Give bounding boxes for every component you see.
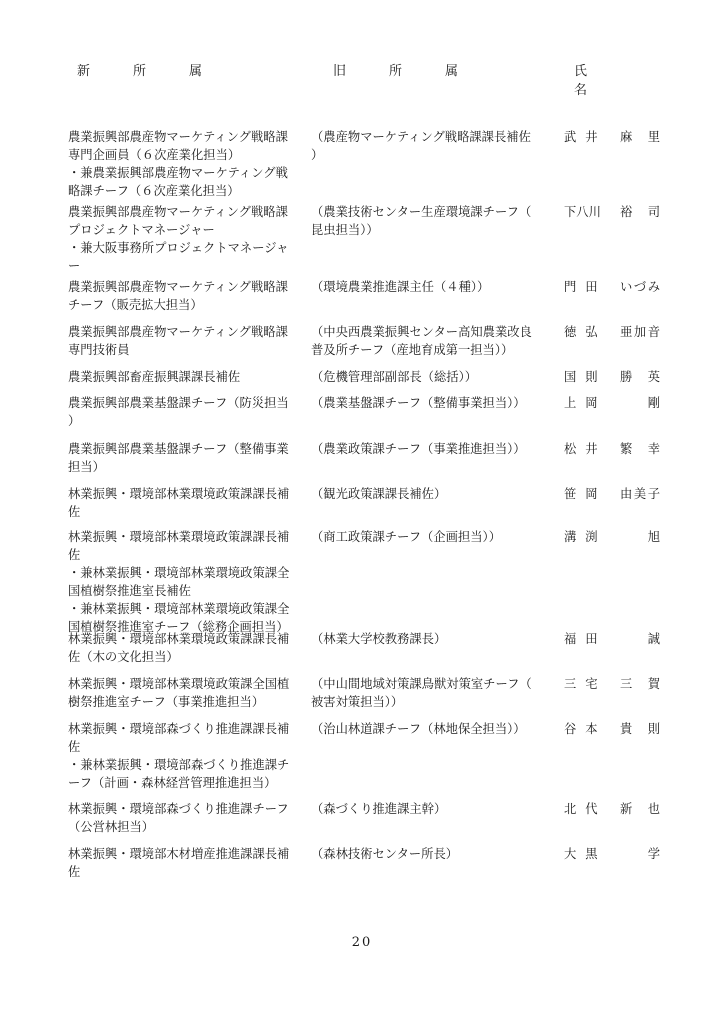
surname: 北代 — [564, 802, 607, 816]
given-name: 三賀 — [620, 677, 660, 691]
surname: 福田 — [564, 632, 607, 646]
new-affiliation: 農業振興部農産物マーケティング戦略課 専門技術員 — [68, 325, 288, 357]
table-row — [0, 845, 724, 885]
surname: 国則 — [564, 370, 607, 384]
new-affiliation: 農業振興部畜産振興課課長補佐 — [68, 370, 241, 384]
given-name: 由美子 — [620, 487, 660, 501]
surname: 谷本 — [564, 722, 607, 736]
given-name: 学 — [647, 847, 660, 861]
table-row — [0, 440, 724, 485]
surname: 溝渕 — [564, 530, 607, 544]
given-name: 繁幸 — [620, 442, 660, 456]
old-affiliation: （林業大学校教務課長） — [311, 632, 447, 646]
table-row — [0, 675, 724, 720]
given-name: 誠 — [647, 632, 660, 646]
surname: 三宅 — [564, 677, 607, 691]
surname: 徳弘 — [564, 325, 607, 339]
new-affiliation: 林業振興・環境部林業環境政策課課長補 佐（木の文化担当） — [68, 632, 290, 664]
header-new-affiliation: 新 所 属 — [77, 64, 218, 79]
surname: 笹岡 — [564, 487, 607, 501]
old-affiliation: （環境農業推進課主任（４種）） — [311, 280, 490, 294]
table-row — [0, 368, 724, 394]
table-row — [0, 394, 724, 440]
old-affiliation: （森づくり推進課主幹） — [311, 802, 447, 816]
new-affiliation: 林業振興・環境部森づくり推進課チーフ （公営林担当） — [68, 802, 289, 834]
old-affiliation: （商工政策課チーフ（企画担当）） — [311, 530, 501, 544]
old-affiliation: （森林技術センター所長） — [311, 847, 459, 861]
old-affiliation: （治山林道課チーフ（林地保全担当）） — [311, 722, 526, 736]
given-name: 貴則 — [620, 722, 660, 736]
old-affiliation: （農業技術センター生産環境課チーフ（ 昆虫担当）） — [311, 205, 532, 237]
personnel-table — [0, 128, 724, 885]
given-name: 亜加音 — [620, 325, 660, 339]
table-row — [0, 485, 724, 524]
table-row — [0, 203, 724, 278]
new-affiliation: 農業振興部農業基盤課チーフ（防災担当 ） — [68, 396, 289, 428]
table-row — [0, 528, 724, 634]
given-name: 新也 — [620, 802, 660, 816]
new-affiliation: 農業振興部農産物マーケティング戦略課 専門企画員（６次産業化担当） ・兼農業振興部農産物マーケティング戦 略課チーフ（６次産業化担当） — [68, 130, 288, 198]
surname: 大黒 — [564, 847, 607, 861]
old-affiliation: （中山間地域対策課鳥獣対策室チーフ（ 被害対策担当）） — [311, 677, 532, 709]
new-affiliation: 農業振興部農産物マーケティング戦略課 チーフ（販売拡大担当） — [68, 280, 288, 312]
header-name: 氏 名 — [574, 64, 689, 98]
surname: 門田 — [564, 280, 607, 294]
new-affiliation: 林業振興・環境部林業環境政策課全国植 樹祭推進室チーフ（事業推進担当） — [68, 677, 290, 709]
given-name: いづみ — [620, 280, 660, 294]
new-affiliation: 林業振興・環境部林業環境政策課課長補 佐 — [68, 487, 290, 519]
header-old-affiliation: 旧 所 属 — [333, 64, 474, 79]
surname: 上岡 — [564, 396, 607, 410]
old-affiliation: （農業基盤課チーフ（整備事業担当）） — [311, 396, 526, 410]
new-affiliation: 農業振興部農業基盤課チーフ（整備事業 担当） — [68, 442, 289, 474]
table-row — [0, 323, 724, 368]
old-affiliation: （中央西農業振興センター高知農業改良 普及所チーフ（産地育成第一担当）） — [311, 325, 532, 357]
table-row — [0, 630, 724, 675]
old-affiliation: （観光政策課課長補佐） — [311, 487, 447, 501]
new-affiliation: 農業振興部農産物マーケティング戦略課 プロジェクトマネージャー ・兼大阪事務所プロジェクトマネージャ ー — [68, 205, 289, 273]
table-row — [0, 278, 724, 323]
surname: 武井 — [564, 130, 607, 144]
new-affiliation: 林業振興・環境部森づくり推進課課長補 佐 ・兼林業振興・環境部森づくり推進課チ ーフ（計画・森林経営管理推進担当） — [68, 722, 290, 790]
table-row — [0, 128, 724, 198]
given-name: 麻里 — [620, 130, 660, 144]
surname: 松井 — [564, 442, 607, 456]
new-affiliation: 林業振興・環境部林業環境政策課課長補 佐 ・兼林業振興・環境部林業環境政策課全 国植樹祭推進室長補佐 ・兼林業振興・環境部林業環境政策課全 国植樹祭推進室チーフ（総務企画担当） — [68, 530, 290, 634]
old-affiliation: （農業政策課チーフ（事業推進担当）） — [311, 442, 526, 456]
given-name: 勝英 — [620, 370, 660, 384]
old-affiliation: （危機管理部副部長（総括）） — [311, 370, 478, 384]
surname: 下八川 — [564, 205, 601, 219]
page-number: 20 — [351, 935, 373, 950]
new-affiliation: 林業振興・環境部木材増産推進課課長補 佐 — [68, 847, 290, 879]
table-row — [0, 800, 724, 845]
table-row — [0, 720, 724, 800]
old-affiliation: （農産物マーケティング戦略課課長補佐 ） — [311, 130, 531, 162]
given-name: 裕司 — [620, 205, 660, 219]
given-name: 旭 — [647, 530, 660, 544]
given-name: 剛 — [647, 396, 660, 410]
